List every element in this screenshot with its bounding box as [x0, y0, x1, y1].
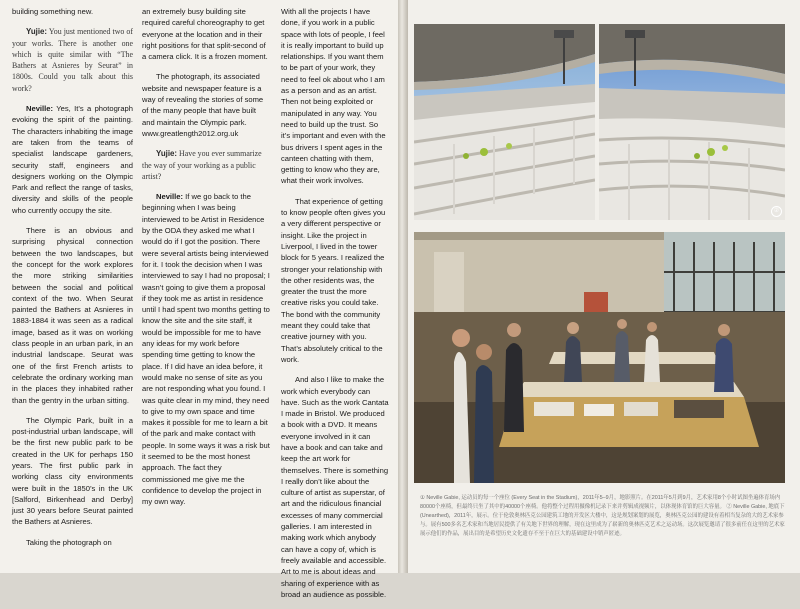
- speaker-label: Neville:: [26, 104, 54, 114]
- paragraph: And also I like to make the work which everybody can have. Such as the work Cantata I made in Bristol. We produced a book with a DVD. It means everyone involved in it can have a book and can take and keep the art work for themselves. There is something I really don’t like about the culture of artist as superstar, of art and the ridiculous financial excesses of many commercial galleries. I am interested in making work which anybody can have a copy of, which is freely available and accessible. Art to me is about ideas and sharing of experience with as broad an audience as possible.: [281, 375, 389, 599]
- paragraph: Taking the photograph on: [26, 537, 112, 547]
- paragraph: The photograph, its associated website and newspaper feature is a way of revealing the stories of some of the many people that have built and maintain the Olympic park. www.greatlength2012.org.uk: [142, 72, 264, 138]
- photo-caption: ① Neville Gabie, 运动员的每一个座位 (Every Seat in the Stadium)，2011年5–9月，地影照片。在2011年5月到9月，艺术家用8个小时试图坐遍体育场内80000个座椅，但最终只坐了其中的40000个座椅。他将整个过程用摄像机记录下来并剪辑成视频片，以体现体育馆的巨大容量。 ② Neville Gabie, 地底下 (Unearthed)，2011年，展示。位于伦敦奥林匹克公园建筑工地的开发区大楼中，这是规划案划的展览，奥林匹克公园的建设有着相当复杂的大的艺术家参与。展有500多名艺术家和当地居民提供了有关地下世界的理解，现在这里成为了崭新的奥林匹克艺术之运动场。这次展览邀请了很多前任在这里的艺术家展示他们的作品，展出目的是希望历史文化遗存不至于在巨大的基础建设中销声匿迹。: [420, 495, 785, 537]
- answer-neville-2: [142, 191, 270, 507]
- speaker-label: Yujie:: [26, 27, 48, 37]
- question-yujie-1: [12, 26, 133, 94]
- paragraph: There is an obvious and surprising physical connection between the two landscapes, but the concept for the work explores the more striking similarities between the social and political context of the two. When Seurat painted the Bathers at Asnieres in 1883-1884 it was seen as a radical image, based as it was on working class people in an urban park, in an industrial landscape. Seurat was one of the first French artists to celebrate the ordinary working man in the places they inhabited rather than the gentry in the urban sitting.: [12, 226, 133, 405]
- answer-text: If we go back to the beginning when I was being interviewed to be Artist in Residence by the ODA they asked me what I would do if I got the position. There were several artists being interviewed for it. I took the decision when I was interviewed to say I had no proposal; I wasn’t going to give them a proposal if they took me as artist in residence until I had spent two months getting to know the site and the site staff, it would be impossible for me to have any ideas for my work before spending time getting to know the place. If I did have an idea before, it would make no sense of site as you are not responding what you found. I was quite clear in my mind, they need to give to my own space and time makes it possible for me to learn a bit of the park and make contact with people. In some ways it was a risk but it seemed to be the most honest approach. The fact they commissioned me give me the confidence to develop the project in my own way.: [142, 192, 270, 507]
- paragraph: With all the projects I have done, if you work in a public space with lots of people, I feel it is really important to build up relationships. If you want them to be part of your work, they need to feel ok about who I am as a person and as an artist. Then not being exploited or manipulated in any way. You need to build up the trust. So it’s important and even with the bus drivers I spent ages in the canteen chatting with them, getting to know who they are, what their work involves.: [281, 7, 386, 186]
- paragraph: building something new.: [12, 7, 94, 16]
- right-page: [408, 0, 800, 573]
- paragraph: The Olympic Park, built in a post-industrial urban landscape, will be the first new public park to be created in the UK for perhaps 150 years. The first public park in working class city environments were built in the 1850’s in the UK [Salford, Birkenhead and Derby] just 30 years before Seurat painted the Bathers at Asnieres.: [12, 415, 133, 527]
- question-text: Have you ever summarize the way of your working as a public artist?: [142, 149, 262, 181]
- text-column-2: [142, 6, 270, 516]
- speaker-label: Neville:: [156, 192, 184, 202]
- left-page: [0, 0, 398, 599]
- question-yujie-2: [142, 148, 270, 182]
- photo-number: ②: [771, 206, 782, 217]
- stadium-seats-photo-2: [599, 24, 785, 220]
- text-column-1: [12, 6, 133, 557]
- book-gutter: [398, 0, 408, 573]
- answer-neville-1: [12, 103, 133, 216]
- question-text: You just mentioned two of your works. There is another one which is quite similar with “The Bathers at Asnieres by Seurat” in 1800s. Could you talk about this work?: [12, 27, 133, 93]
- answer-text: Yes, It’s a photograph evoking the spirit of the painting. The characters inhabiting the image are taken from the teams of specialist landscape gardeners, security staff, engineers and designers working on the Olympic Park and reflect the range of tasks, diversity and skills of the people who currently occupy the site.: [12, 104, 133, 215]
- paragraph: an extremely busy building site required careful choreography to get everyone at the location and in their right positions for that split-second of a camera click. It is a frozen moment.: [142, 7, 268, 62]
- text-column-3: [281, 6, 389, 609]
- speaker-label: Yujie:: [156, 149, 178, 159]
- exhibition-hall-photo: [414, 232, 785, 483]
- stadium-seats-photo-1: [414, 24, 595, 220]
- paragraph: That experience of getting to know people often gives you a very different perspective or insight. Like the project in Liverpool, I lived in the tower block for 5 years. I realized the stronger your relationship with the other residents was, the greater the trust the more creative risks you could take. The bond with the community meant they could take that creative journey with you. That’s absolutely critical to the work.: [281, 196, 386, 364]
